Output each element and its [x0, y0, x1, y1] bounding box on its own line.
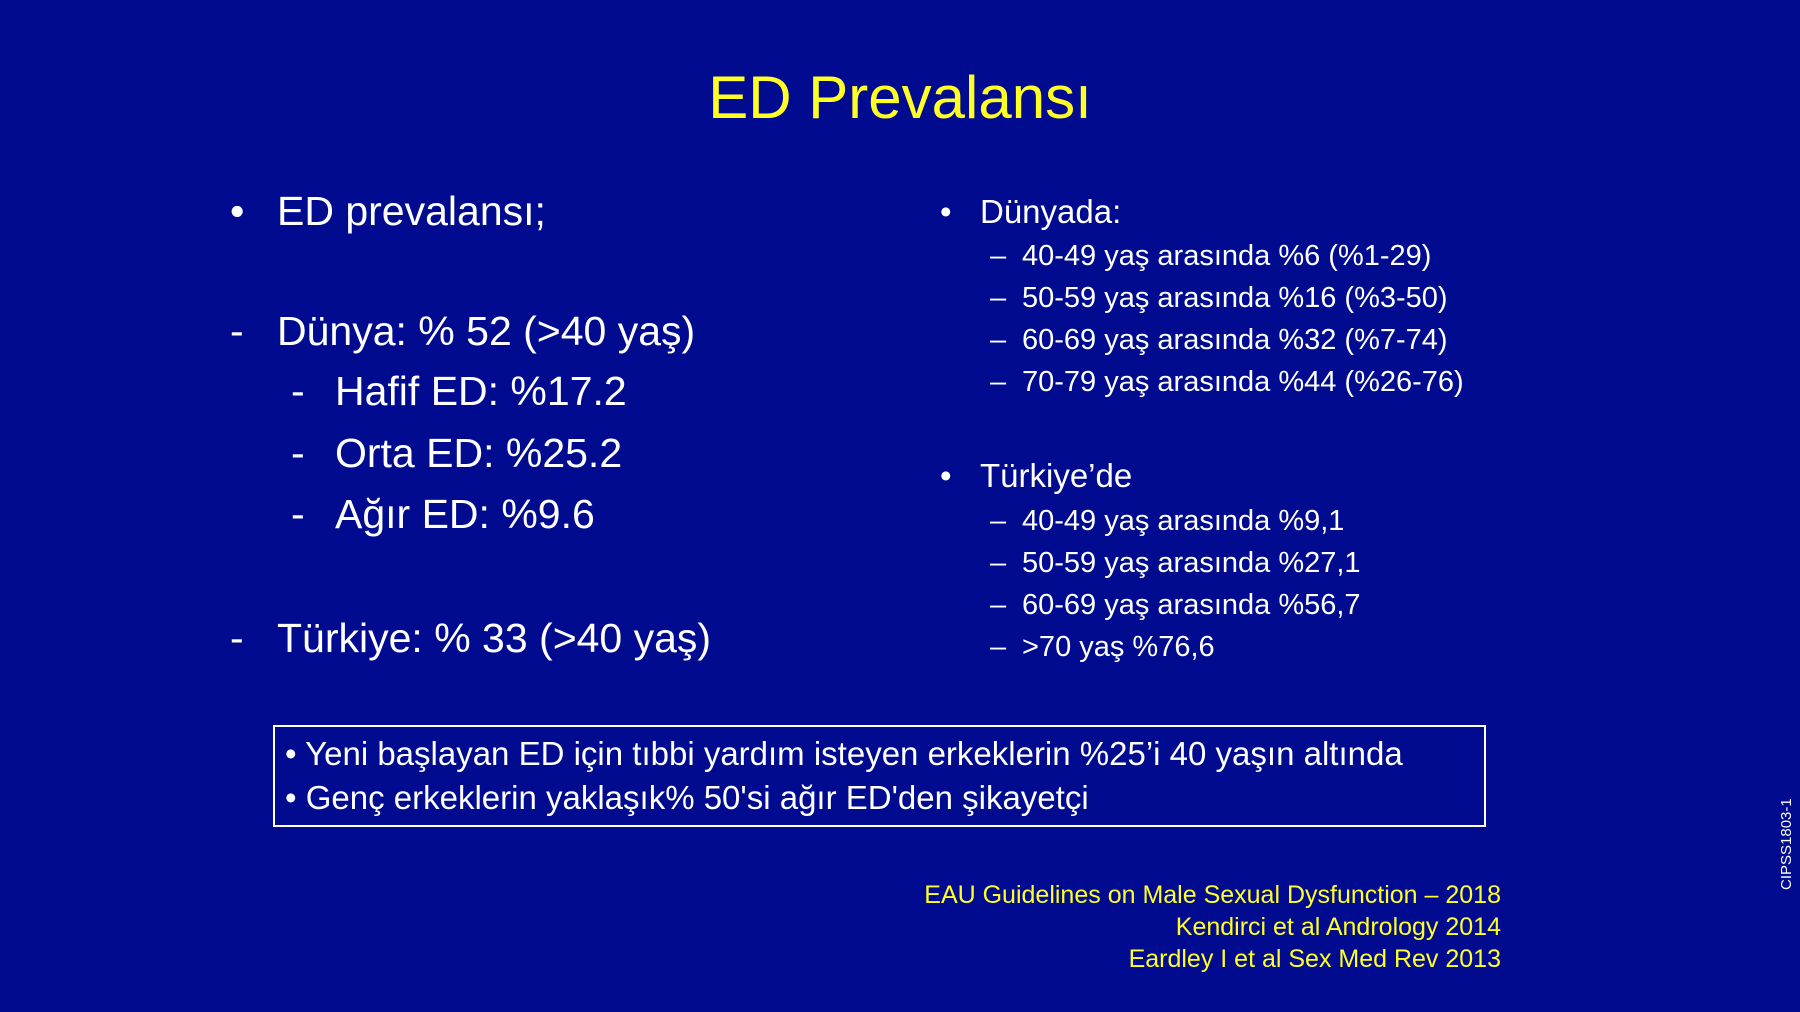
mild-ed-text: Hafif ED: %17.2 [335, 368, 627, 414]
highlight-note-box [273, 725, 1486, 827]
bullet-marker: • [940, 457, 952, 494]
note-line: • Yeni başlayan ED için tıbbi yardım isteyen erkeklerin %25’i 40 yaşın altında [285, 735, 1403, 772]
severe-ed-text: Ağır ED: %9.6 [335, 491, 595, 537]
intro-text: ED prevalansı; [277, 188, 546, 234]
turkey-age-text: >70 yaş %76,6 [1022, 631, 1215, 663]
world-heading: Dünyada: [980, 193, 1122, 230]
bullet-marker: • [230, 188, 245, 234]
dash-marker: – [990, 366, 1007, 398]
world-age-text: 40-49 yaş arasında %6 (%1-29) [1022, 240, 1432, 272]
turkey-heading: Türkiye’de [980, 457, 1133, 494]
dash-marker: - [291, 491, 305, 537]
dash-marker: – [990, 505, 1007, 537]
reference-item: Eardley I et al Sex Med Rev 2013 [1128, 945, 1501, 973]
dash-marker: – [990, 589, 1007, 621]
turkey-prevalence-text: Türkiye: % 33 (>40 yaş) [277, 615, 712, 661]
turkey-age-text: 40-49 yaş arasında %9,1 [1022, 505, 1345, 537]
bullet-marker: • [940, 193, 952, 230]
note-line: • Genç erkeklerin yaklaşık% 50'si ağır ED'den şikayetçi [285, 779, 1089, 816]
moderate-ed-text: Orta ED: %25.2 [335, 430, 623, 476]
dash-marker: – [990, 282, 1007, 314]
world-age-text: 60-69 yaş arasında %32 (%7-74) [1022, 324, 1448, 356]
slide-title: ED Prevalansı [708, 64, 1092, 131]
dash-marker: – [990, 240, 1007, 272]
dash-marker: – [990, 631, 1007, 663]
dash-marker: – [990, 547, 1007, 579]
dash-marker: - [230, 308, 244, 354]
dash-marker: - [291, 430, 305, 476]
document-code: CIPSS1803-1 [1778, 798, 1795, 890]
dash-marker: - [291, 368, 305, 414]
turkey-age-text: 50-59 yaş arasında %27,1 [1022, 547, 1361, 579]
world-age-text: 50-59 yaş arasında %16 (%3-50) [1022, 282, 1448, 314]
turkey-age-text: 60-69 yaş arasında %56,7 [1022, 589, 1361, 621]
reference-item: Kendirci et al Andrology 2014 [1175, 913, 1501, 941]
world-age-text: 70-79 yaş arasında %44 (%26-76) [1022, 366, 1464, 398]
dash-marker: - [230, 615, 244, 661]
dash-marker: – [990, 324, 1007, 356]
world-prevalence-text: Dünya: % 52 (>40 yaş) [277, 308, 696, 354]
references [924, 879, 1501, 975]
reference-item: EAU Guidelines on Male Sexual Dysfunction – 2018 [924, 881, 1501, 909]
